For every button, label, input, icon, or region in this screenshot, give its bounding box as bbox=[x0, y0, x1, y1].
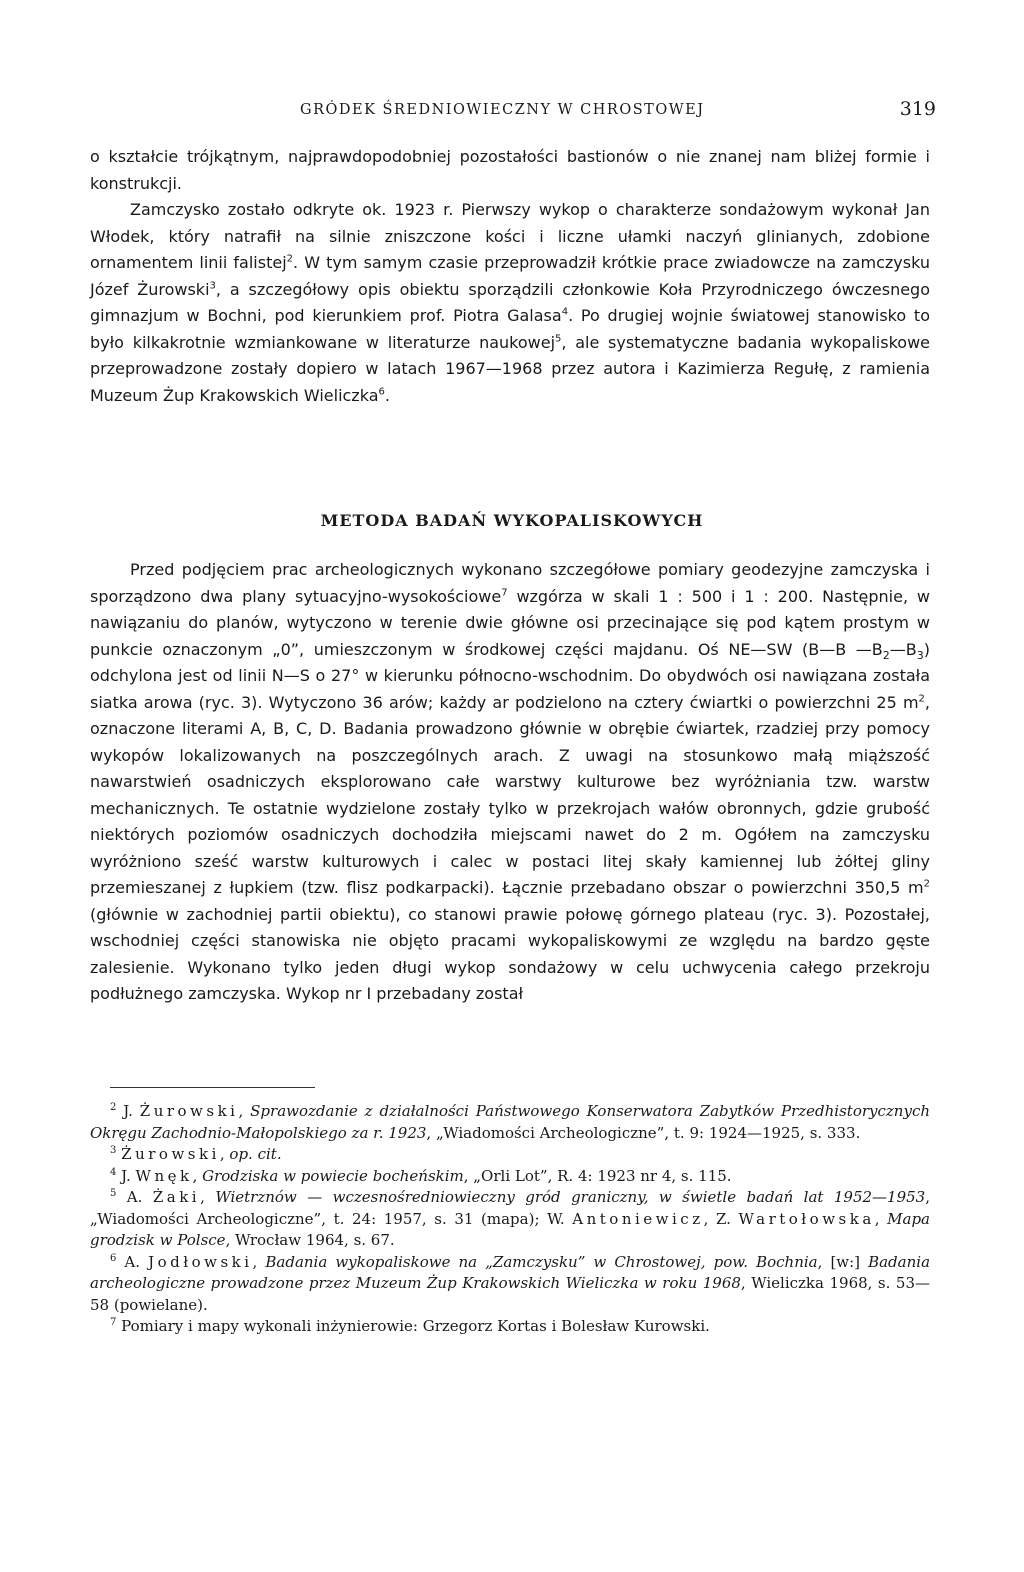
paragraph-text: o kształcie trójkątnym, najprawdopodobniej pozostałości bastionów o nie znanej nam bliżej formie i konstrukcji. bbox=[90, 147, 930, 193]
footnote-7 bbox=[90, 1316, 930, 1338]
footnote-author: Antoniewicz bbox=[572, 1209, 704, 1228]
paragraph-method bbox=[90, 557, 930, 1008]
footnote-ref[interactable]: 2 bbox=[286, 253, 294, 265]
footnote-text: , bbox=[252, 1252, 266, 1271]
footnote-title: Wietrznów — wczesnośredniowieczny gród graniczny, w świetle badań lat 1952—1953 bbox=[215, 1188, 926, 1206]
paragraph-discovery bbox=[90, 197, 930, 409]
footnote-text: , Wieliczka 1968, s. 53—58 (powielane). bbox=[90, 1274, 931, 1314]
footnote-number: 5 bbox=[110, 1188, 117, 1199]
running-title: GRÓDEK ŚREDNIOWIECZNY W CHROSTOWEJ bbox=[300, 102, 705, 118]
footnote-text: , bbox=[192, 1166, 203, 1185]
footnote-ref[interactable]: 5 bbox=[555, 333, 562, 345]
footnote-number: 2 bbox=[110, 1102, 117, 1113]
paragraph-text: , a szczegółowy opis obiektu sporządzili członkowie Koła Przyrodniczego ówczesnego gimnazjum w Bochni, pod kierunkiem prof. Piotra Galasa bbox=[90, 279, 931, 325]
footnote-text: , bbox=[238, 1102, 251, 1120]
footnote-ref[interactable]: 3 bbox=[209, 280, 216, 292]
footnote-text: , Z. bbox=[703, 1209, 739, 1228]
subscript: 3 bbox=[916, 648, 924, 662]
footnote-text: J. bbox=[116, 1166, 136, 1185]
footnote-title: Badania archeologiczne prowadzone przez Muzeum Żup Krakowskich Wieliczka w roku 1968 bbox=[90, 1252, 931, 1292]
footnote-text: A. bbox=[116, 1252, 149, 1271]
footnote-text: , „Wiadomości Archeologiczne”, t. 24: 1957, s. 31 (mapa); W. bbox=[90, 1188, 931, 1228]
paragraph-text: (głównie w zachodniej partii obiektu), co stanowi prawie połowę górnego plateau (ryc. 3). Pozostałej, wschodniej części stanowiska nie objęto pracami wykopaliskowymi ze względu na bardzo gęste zalesienie. Wykonano tylko jeden długi wykop sondażowy w celu uchwycenia całego przekroju podłużnego zamczyska. Wykop nr I przebadany został bbox=[90, 904, 930, 1003]
footnote-author: Żaki bbox=[152, 1188, 201, 1206]
footnote-title: Badania wykopaliskowe na „Zamczysku” w Chrostowej, pow. Bochnia bbox=[265, 1252, 818, 1271]
footnote-title: Sprawozdanie z działalności Państwowego Konserwatora Zabytków Przedhistorycznych Okręgu Zachodnio-Małopolskiego za r. 1923 bbox=[90, 1102, 931, 1142]
footnote-text: J. bbox=[116, 1102, 140, 1120]
superscript: 2 bbox=[923, 878, 930, 890]
footnote-text: Pomiary i mapy wykonali inżynierowie: Grzegorz Kortas i Bolesław Kurowski. bbox=[116, 1317, 710, 1335]
footnote-number: 4 bbox=[110, 1166, 117, 1178]
footnote-number: 3 bbox=[110, 1145, 117, 1156]
paragraph-text: . bbox=[384, 385, 390, 405]
subscript: 2 bbox=[882, 648, 890, 662]
footnote-author: Żurowski bbox=[121, 1145, 220, 1163]
footnotes bbox=[90, 1101, 930, 1338]
footnote-text: , „Orli Lot”, R. 4: 1923 nr 4, s. 115. bbox=[463, 1166, 732, 1185]
footnote-title: Grodziska w powiecie bocheńskim bbox=[202, 1166, 464, 1185]
footnote-5 bbox=[90, 1187, 930, 1252]
paragraph-text: , ale systematyczne badania wykopaliskowe przeprowadzone zostały dopiero w latach 1967—1968 przez autora i Kazimierza Regułę, z ramienia Muzeum Żup Krakowskich Wieliczka bbox=[90, 332, 931, 405]
superscript: 2 bbox=[918, 693, 925, 705]
paragraph-text: Zamczysko zostało odkryte ok. 1923 r. Pierwszy wykop o charakterze sondażowym wykonał Jan Włodek, który natrafił na silnie zniszczone kości i liczne ułamki naczyń glinianych, zdobione ornamentem linii falistej bbox=[90, 200, 930, 272]
footnote-author: Wnęk bbox=[135, 1166, 193, 1185]
paragraph-text: —B bbox=[889, 639, 917, 659]
paragraph-text: , oznaczone literami A, B, C, D. Badania prowadzono głównie w obrębie ćwiartek, rzadziej przy pomocy wykopów lokalizowanych na poszczególnych arach. Z uwagi na stosunkowo małą miąższość nawarstwień osadniczych eksplorowano całe warstwy kulturowe bez wyróżniania tzw. warstw mechanicznych. Te ostatnie wydzielone zostały tylko w przekrojach wałów obronnych, gdzie grubość niektórych poziomów osadniczych dochodziła miejscami nawet do 2 m. Ogółem na zamczysku wyróżniono sześć warstw kulturowych i calec w postaci litej skały kamiennej lub żółtej gliny przemieszanej z łupkiem (tzw. flisz podkarpacki). Łącznie przebadano obszar o powierzchni 350,5 m bbox=[90, 692, 930, 897]
paragraph-continuation bbox=[90, 144, 930, 197]
footnote-ref[interactable]: 4 bbox=[561, 306, 569, 318]
footnote-text: , bbox=[219, 1145, 230, 1163]
footnote-3 bbox=[90, 1144, 930, 1166]
footnote-number: 7 bbox=[110, 1317, 117, 1328]
paragraph-text: ) odchylona jest od linii N—S o 27° w kierunku północno-wschodnim. Do obydwóch osi nawiązana została siatka arowa (ryc. 3). Wytyczono 36 arów; każdy ar podzielono na cztery ćwiartki o powierzchni 25 m bbox=[90, 639, 930, 712]
paragraph-text: . Po drugiej wojnie światowej stanowisko to było kilkakrotnie wzmiankowane w literaturze naukowej bbox=[90, 306, 930, 352]
footnote-text: , bbox=[200, 1188, 216, 1206]
footnote-text: , „Wiadomości Archeologiczne”, t. 9: 1924—1925, s. 333. bbox=[426, 1123, 861, 1142]
section-heading: METODA BADAŃ WYKOPALISKOWYCH bbox=[320, 511, 704, 530]
footnote-text: A. bbox=[116, 1188, 153, 1206]
footnote-text: , [w:] bbox=[817, 1252, 869, 1271]
footnote-author: Wartołowska bbox=[738, 1209, 875, 1228]
running-head bbox=[300, 100, 940, 122]
method-text bbox=[90, 557, 930, 1008]
paragraph-text: . W tym samym czasie przeprowadził krótkie prace zwiadowcze na zamczysku Józef Żurowski bbox=[90, 253, 931, 299]
intro-text bbox=[90, 144, 930, 409]
footnote-text: , bbox=[874, 1209, 888, 1228]
footnote-2 bbox=[90, 1101, 930, 1144]
footnote-ref[interactable]: 6 bbox=[378, 386, 385, 398]
page-number: 319 bbox=[899, 98, 936, 120]
footnote-title: Mapa grodzisk w Polsce bbox=[90, 1209, 930, 1249]
paragraph-text: Przed podjęciem prac archeologicznych wykonano szczegółowe pomiary geodezyjne zamczyska i sporządzono dwa plany sytuacyjno-wysokościowe bbox=[90, 560, 930, 606]
footnote-author: Jodłowski bbox=[148, 1252, 253, 1271]
footnote-text: , Wrocław 1964, s. 67. bbox=[225, 1231, 395, 1249]
footnote-ref[interactable]: 7 bbox=[501, 587, 508, 599]
footnote-number: 6 bbox=[110, 1252, 117, 1264]
footnote-title: op. cit. bbox=[229, 1145, 282, 1163]
footnote-4 bbox=[90, 1166, 930, 1188]
footnote-6 bbox=[90, 1252, 930, 1317]
paragraph-text: wzgórza w skali 1 : 500 i 1 : 200. Następnie, w nawiązaniu do planów, wytyczono w terenie dwie główne osi przecinające się pod kątem prostym w punkcie oznaczonym „0”, umieszczonym w środkowej części majdanu. Oś NE—SW (B—B —B bbox=[90, 586, 931, 659]
footnote-divider bbox=[110, 1087, 315, 1088]
footnote-author: Żurowski bbox=[139, 1102, 239, 1120]
